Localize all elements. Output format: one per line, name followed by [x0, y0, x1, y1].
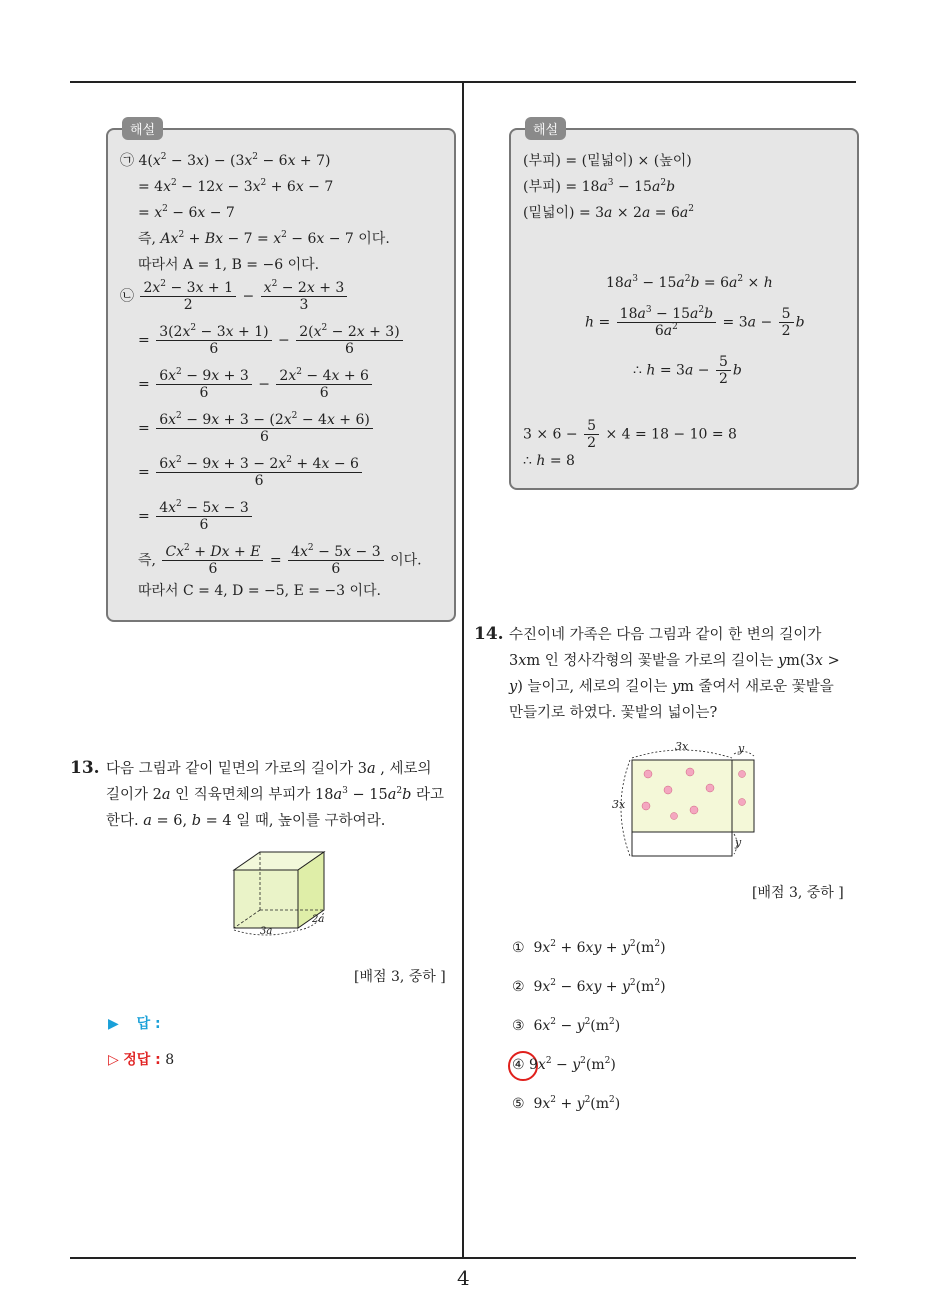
- solution-line: = $\frac{6x^2 - 9x + 3 - 2x^2 + 4x - 6}{6}$: [138, 456, 364, 489]
- solution-line: = $\frac{3(2x^2 - 3x + 1)}{6}$ − $\frac{2(x^2 - 2x + 3)}{6}$: [138, 324, 405, 357]
- score-label: [배점 3, 중하 ]: [752, 885, 844, 901]
- cuboid-figure: [226, 848, 336, 942]
- solution-line: ㉠ $4(x^2 - 3x) - (3x^2 - 6x + 7)$: [120, 152, 331, 169]
- solution-line: 따라서 A = 1, B = −6 이다.: [138, 257, 320, 273]
- correct-value: 8: [165, 1052, 175, 1068]
- label-3x-top: 3x: [675, 740, 689, 753]
- solution-line: = $\frac{4x^2 - 5x - 3}{6}$: [138, 500, 254, 533]
- option-3[interactable]: ③ $6x^2 - y^2(m^2)$: [512, 1017, 621, 1034]
- solution-line: 따라서 C = 4, D = −5, E = −3 이다.: [138, 583, 382, 599]
- option-5[interactable]: ⑤ $9x^2 + y^2(m^2)$: [512, 1095, 621, 1112]
- solution-line: h = $\frac{18a^3 - 15a^2b}{6a^2}$ = 3a − $\frac{5}{2}$ b: [585, 305, 805, 339]
- solution-line: 즉, $Ax^2 + Bx - 7 = x^2 - 6x - 7$ 이다.: [138, 230, 390, 247]
- solution-line: $18a^3 - 15a^2b = 6a^2 \times h$: [606, 274, 773, 291]
- solution-line: ∴ h = 3a − $\frac{5}{2}$ b: [633, 354, 742, 387]
- correct-label: 정답 :: [123, 1052, 161, 1068]
- answer-arrow-icon: ▶: [108, 1016, 119, 1032]
- solution-tag: 해설: [122, 117, 163, 140]
- solution-line: = $\frac{6x^2 - 9x + 3 - (2x^2 - 4x + 6)}{6}$: [138, 412, 375, 445]
- solution-line: ∴ h = 8: [523, 453, 575, 469]
- option-4[interactable]: ④ $9x^2 - y^2(m^2)$: [512, 1056, 616, 1073]
- label-3a: 3a: [260, 926, 273, 937]
- solution-line: = $x^2 - 6x - 7$: [138, 204, 235, 221]
- score-label: [배점 3, 중하 ]: [354, 969, 446, 985]
- solution-line: 3 × 6 − $\frac{5}{2}$ × 4 = 18 − 10 = 8: [523, 418, 737, 451]
- solution-line: (밑넓이) = $3a \times 2a = 6a^2$: [523, 204, 694, 221]
- label-y-top: y: [738, 742, 745, 755]
- correct-arrow-icon: ▷: [108, 1052, 119, 1068]
- solution-line: = $4x^2 - 12x - 3x^2 + 6x - 7$: [138, 178, 334, 195]
- answer-line: [108, 1013, 161, 1033]
- question-number: 14.: [474, 624, 504, 644]
- page-number: 4: [457, 1266, 470, 1290]
- column-divider: [462, 83, 464, 1259]
- left-solution-box: [106, 123, 456, 622]
- solution-line: = $\frac{6x^2 - 9x + 3}{6}$ − $\frac{2x^2 - 4x + 6}{6}$: [138, 368, 374, 401]
- question-text: 수진이네 가족은 다음 그림과 같이 한 변의 길이가 3xm 인 정사각형의 꽃밭을 가로의 길이는 ym(3x > y) 늘이고, 세로의 길이는 ym 줄여서 새로운 꽃밭을 만들기로 하였다. 꽃밭의 넓이는?: [509, 627, 840, 721]
- question-text: 다음 그림과 같이 밑면의 가로의 길이가 3a , 세로의 길이가 2a 인 직육면체의 부피가 $18a^3 - 15a^2b$ 라고 한다. a = 6, b = 4 일 때, 높이를 구하여라.: [106, 761, 444, 829]
- solution-line: (부피) = (밑넓이) × (높이): [523, 153, 692, 169]
- solution-line: 즉, $\frac{Cx^2 + Dx + E}{6}$ = $\frac{4x^2 - 5x - 3}{6}$ 이다.: [138, 543, 422, 577]
- label-2a: 2a: [312, 914, 325, 925]
- label-y-bottom: y: [735, 836, 742, 849]
- label-3x-left: 3x: [612, 798, 626, 811]
- solution-line: (부피) = $18a^3 - 15a^2b$: [523, 178, 676, 195]
- bottom-rule: [70, 1257, 856, 1259]
- right-solution-box: [509, 123, 859, 490]
- correct-answer-line: [108, 1049, 174, 1069]
- option-2[interactable]: ② $9x^2 - 6xy + y^2(m^2)$: [512, 978, 666, 995]
- solution-tag: 해설: [525, 117, 566, 140]
- option-1[interactable]: ① $9x^2 + 6xy + y^2(m^2)$: [512, 939, 666, 956]
- question-number: 13.: [70, 758, 100, 778]
- answer-label: 답 :: [136, 1016, 161, 1032]
- solution-line: ㉡ $\frac{2x^2 - 3x + 1}{2}$ − $\frac{x^2 - 2x + 3}{3}$: [120, 280, 349, 313]
